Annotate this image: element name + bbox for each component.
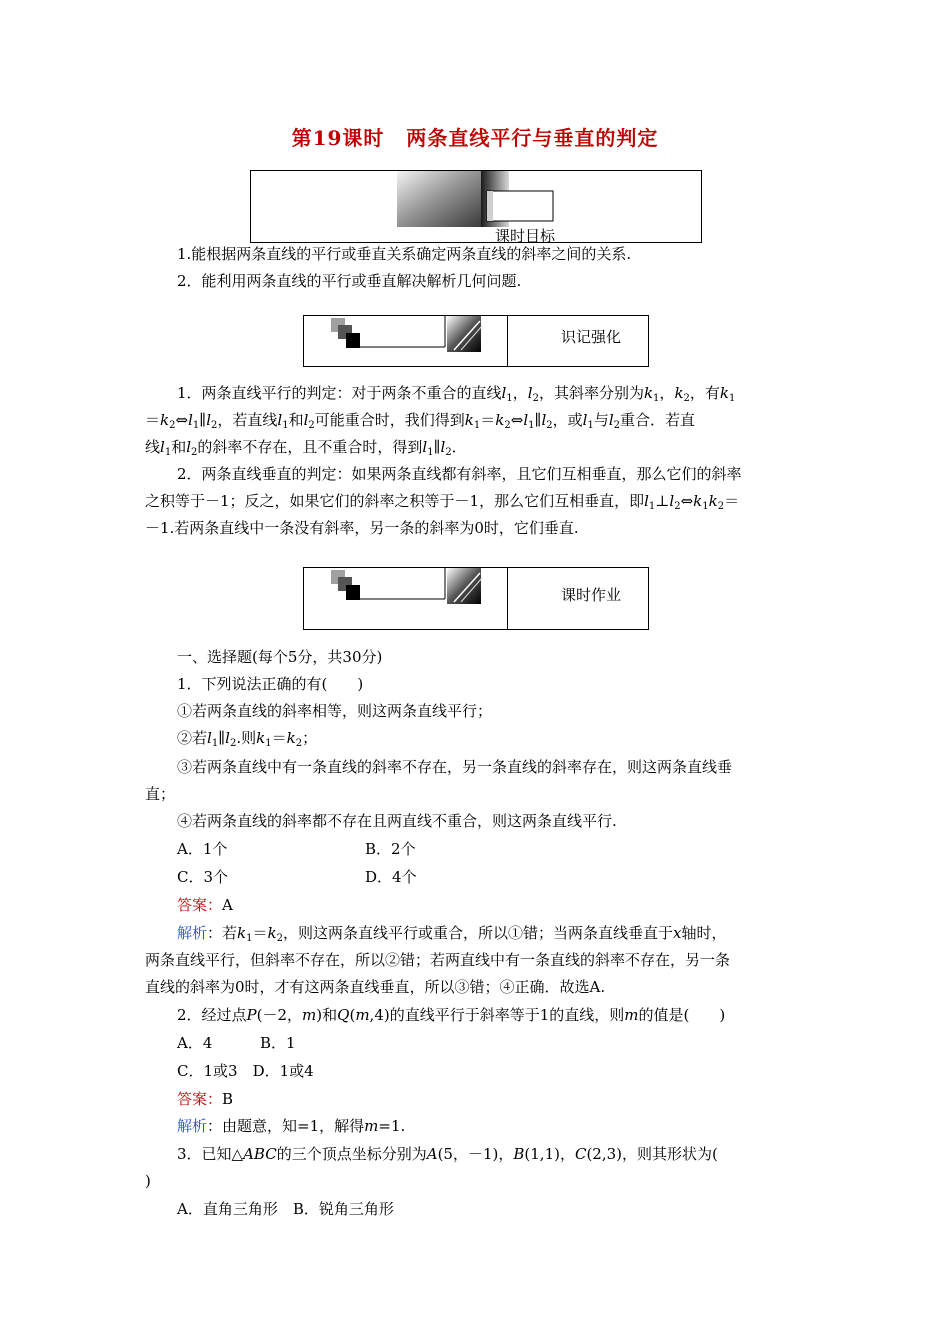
question-stem-cont: ) — [145, 1172, 151, 1190]
statement-item: ③若两条直线中有一条直线的斜率不存在，另一条直线的斜率存在，则这两条直线垂 — [177, 758, 733, 776]
header-graphic — [304, 316, 509, 366]
paragraph-line: －1.若两条直线中一条没有斜率，另一条的斜率为0时，它们垂直. — [145, 519, 579, 537]
header-graphic — [304, 568, 509, 629]
paragraph-line: $=k_2\Leftrightarrow l_1\parallel l_2$，若直线$l_1$和$l_2$可能重合时，我们得到$k_1=k_2\Leftrightarrow l_1\parallel l_2$，或$l_1$与$l_2$重合．若直 — [145, 411, 696, 431]
banner-gradient-graphic — [251, 171, 701, 242]
statement-item: ①若两条直线的斜率相等，则这两条直线平行； — [177, 702, 493, 720]
section-subtitle: 一、选择题(每个5分，共30分) — [177, 648, 383, 666]
explanation-line: 两条直线平行，但斜率不存在，所以②错；若两直线中有一条直线的斜率不存在，另一条 — [145, 951, 731, 969]
statement-item: ②若$l_1\parallel l_2$.则$k_1=k_2$； — [177, 729, 318, 749]
option-cd: C．1或3 D．1或4 — [177, 1062, 314, 1080]
paragraph-line: 之积等于－1；反之，如果它们的斜率之积等于－1，那么它们互相垂直，即$l_1\perp l_2\Leftrightarrow k_1k_2=$ — [145, 492, 740, 512]
statement-item: 直； — [145, 785, 176, 803]
section-label: 课时作业 — [561, 586, 622, 604]
page-title: 第19课时 两条直线平行与垂直的判定 — [291, 126, 659, 150]
question-stem: 3．已知△ABC的三个顶点坐标分别为A(5，－1)，B(1,1)，C(2,3)，则其形状为( — [177, 1145, 718, 1163]
question-stem: 1．下列说法正确的有( ) — [177, 675, 364, 693]
option-a: A．1个 — [177, 840, 228, 858]
option-a: A．4 — [177, 1034, 213, 1052]
goal-item: 1.能根据两条直线的平行或垂直关系确定两条直线的斜率之间的关系. — [177, 245, 632, 263]
explanation-line: 直线的斜率为0时，才有这两条直线垂直，所以③错；④正确．故选A. — [145, 978, 606, 996]
paragraph-line: 1．两条直线平行的判定：对于两条不重合的直线$l_1$，$l_2$，其斜率分别为$k_1$，$k_2$，有$k_1$ — [177, 384, 736, 404]
explanation-line: 解析：若$k_1=k_2$，则这两条直线平行或重合，所以①错；当两条直线垂直于x轴时， — [177, 924, 727, 944]
banner-label: 课时目标 — [495, 227, 556, 245]
explanation-line: 解析：由题意，知=1，解得m=1. — [177, 1117, 406, 1135]
option-c: C．3个 — [177, 868, 229, 886]
paragraph-line: 线$l_1$和$l_2$的斜率不存在，且不重合时，得到$l_1\parallel l_2$． — [145, 438, 467, 458]
section-header-memorize — [303, 315, 649, 367]
answer-line: 答案：B — [177, 1090, 234, 1108]
option-d: D．4个 — [365, 868, 417, 886]
question-stem: 2．经过点P(－2，m)和Q(m,4)的直线平行于斜率等于1的直线，则m的值是( ) — [177, 1006, 726, 1024]
goal-item: 2．能利用两条直线的平行或垂直解决解析几何问题. — [177, 272, 522, 290]
option-b: B．1 — [260, 1034, 296, 1052]
objectives-banner — [250, 170, 702, 243]
section-header-homework — [303, 567, 649, 630]
section-label: 识记强化 — [561, 328, 622, 346]
paragraph-line: 2．两条直线垂直的判定：如果两条直线都有斜率，且它们互相垂直，那么它们的斜率 — [177, 465, 742, 483]
option-b: B．2个 — [365, 840, 416, 858]
option-ab: A．直角三角形 B．锐角三角形 — [177, 1200, 394, 1218]
statement-item: ④若两条直线的斜率都不存在且两直线不重合，则这两条直线平行. — [177, 812, 617, 830]
answer-line: 答案：A — [177, 896, 233, 914]
